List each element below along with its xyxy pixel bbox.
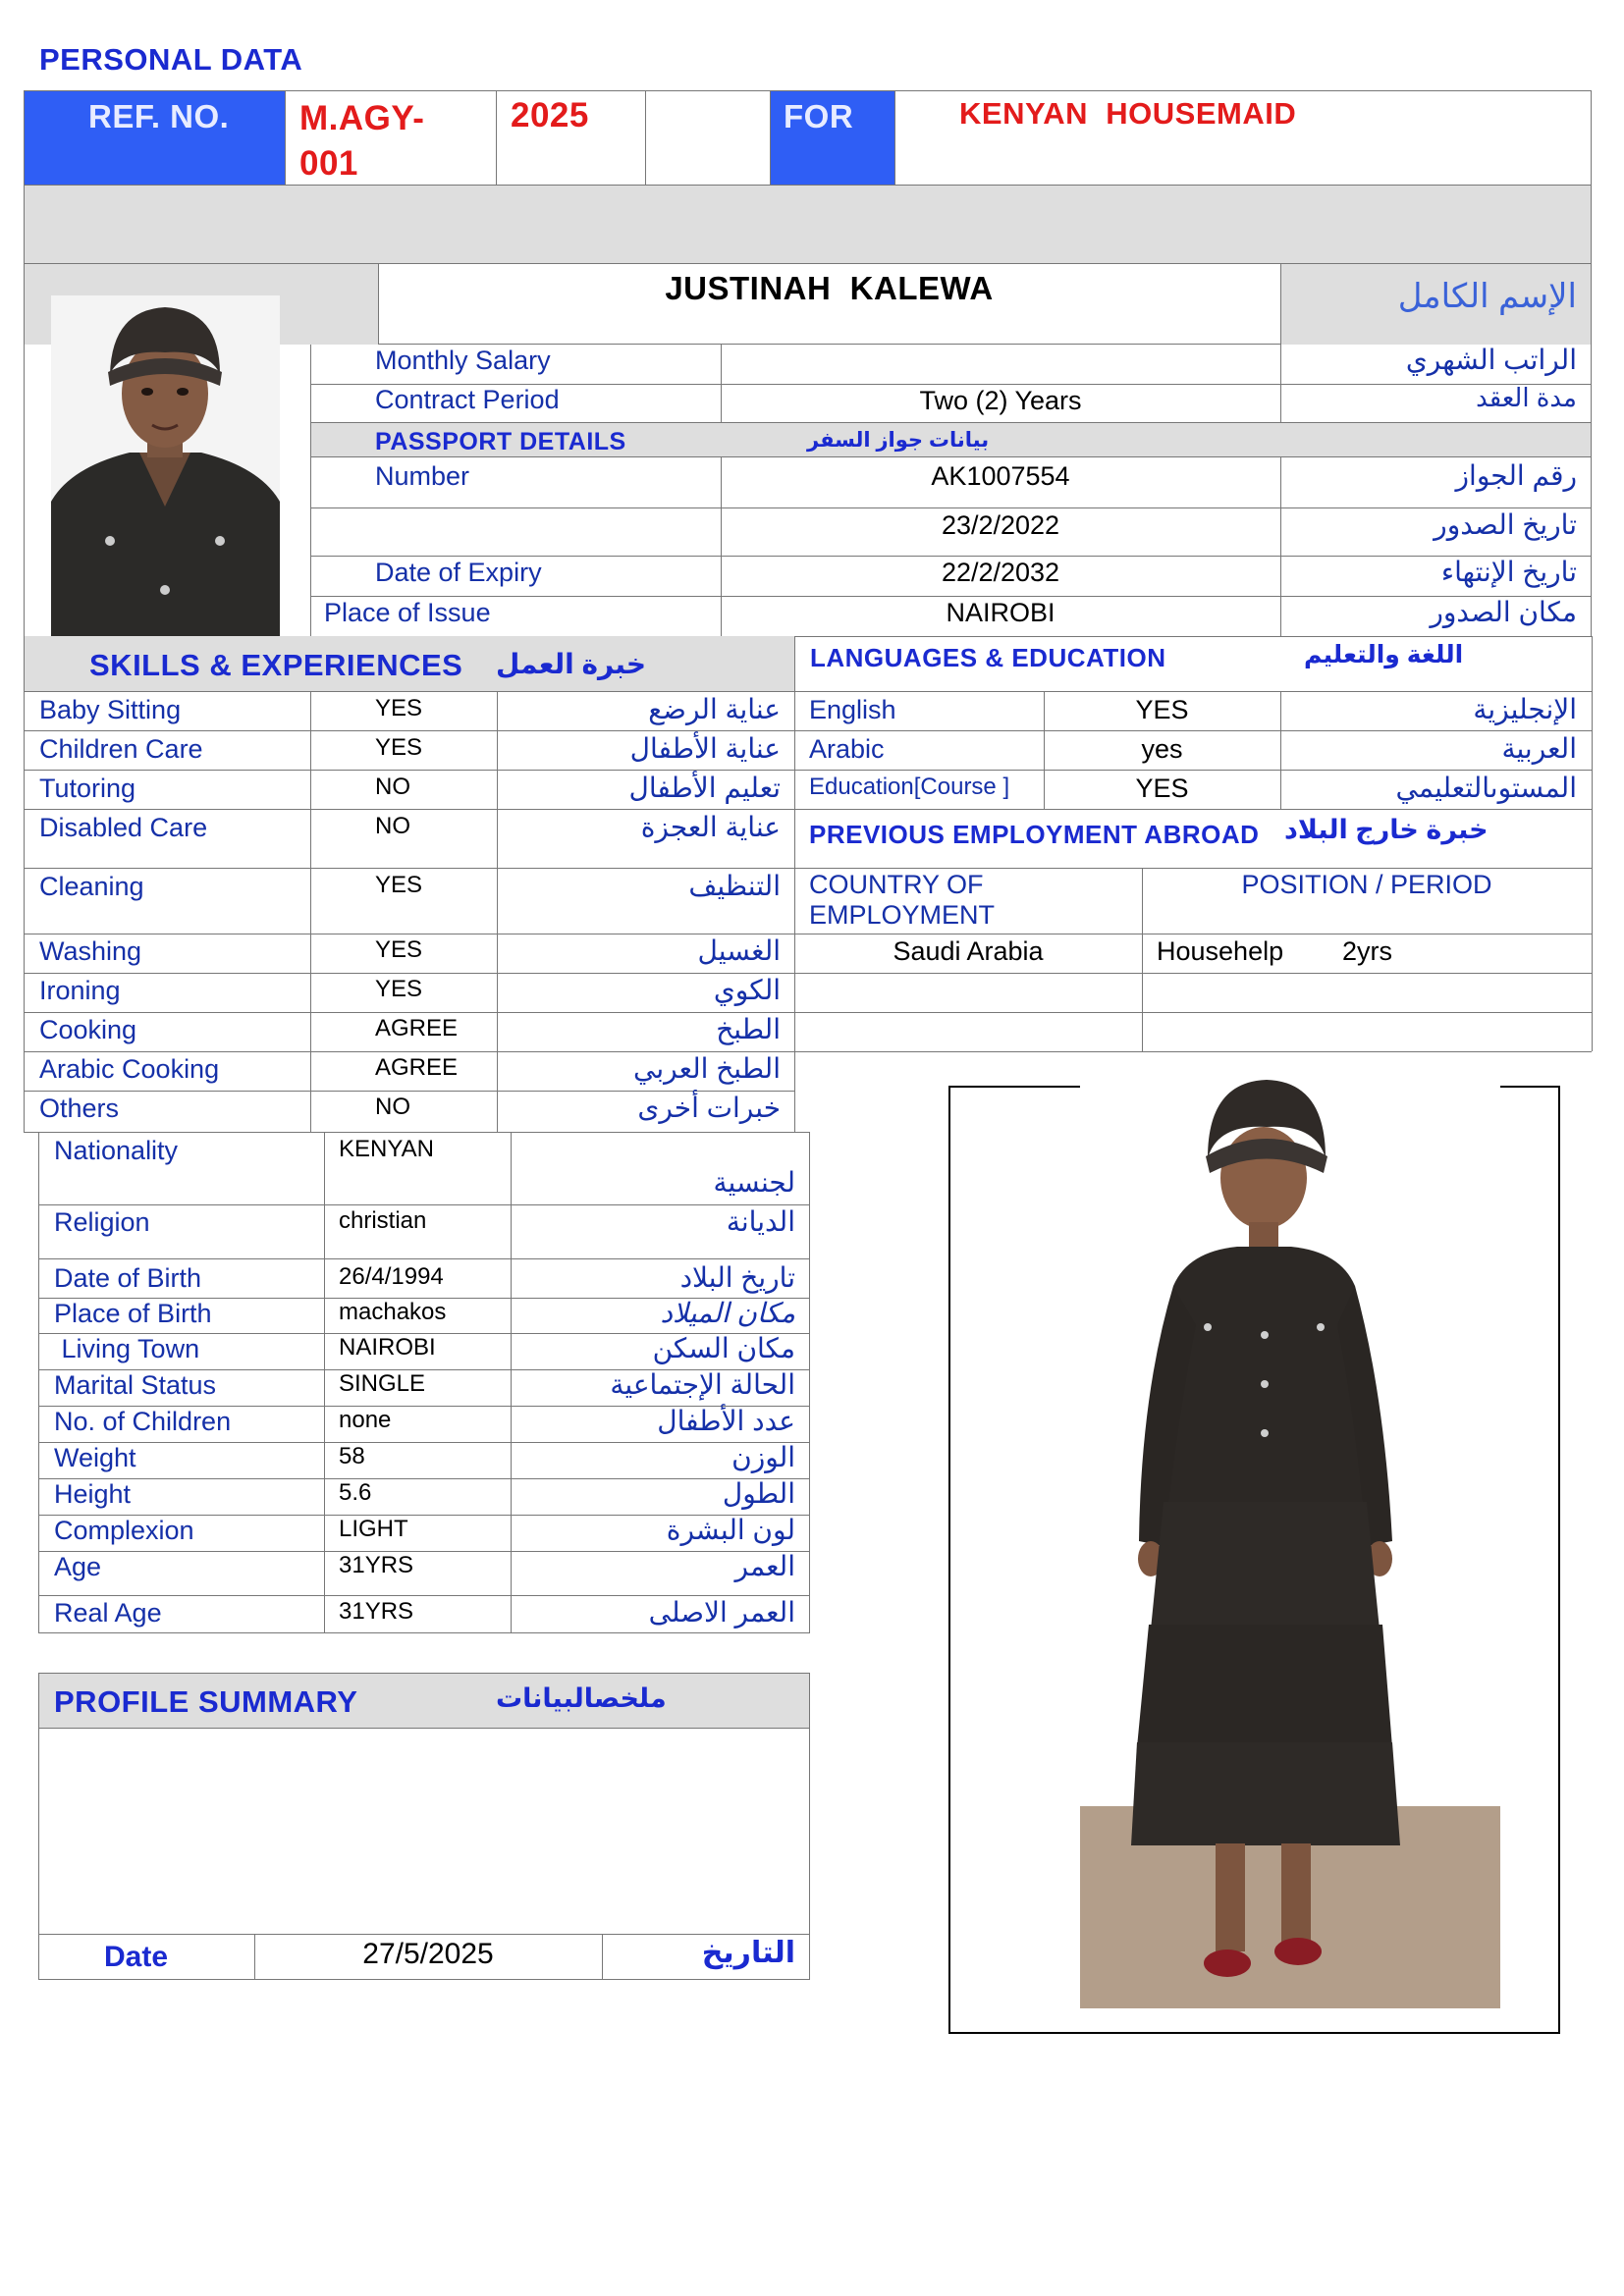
passport-expiry-label: Date of Expiry	[375, 558, 542, 587]
date-value: 27/5/2025	[362, 1938, 494, 1970]
skill-value: YES	[375, 976, 423, 1002]
full-body-photo	[1080, 1080, 1500, 2008]
personal-arabic: عدد الأطفال	[657, 1406, 795, 1436]
monthly-salary-label: Monthly Salary	[375, 346, 551, 375]
passport-details-header: PASSPORT DETAILS	[375, 428, 626, 455]
skill-label: Cleaning	[39, 872, 144, 901]
employment-period: 2yrs	[1342, 936, 1393, 966]
personal-arabic: لون البشرة	[666, 1515, 795, 1545]
ref-label: REF. NO.	[88, 98, 230, 134]
skill-value: YES	[375, 936, 423, 963]
skill-arabic: عناية العجزة	[640, 812, 781, 842]
skill-value: AGREE	[375, 1054, 459, 1081]
profile-summary-header-arabic: ملخصالبيانات	[496, 1683, 667, 1713]
skill-arabic: الغسيل	[697, 935, 781, 966]
full-name: JUSTINAH KALEWA	[665, 270, 994, 306]
personal-label: Religion	[54, 1207, 150, 1237]
skill-arabic: خبرات أخرى	[637, 1093, 781, 1123]
language-arabic: الإنجليزية	[1473, 694, 1577, 724]
personal-value: 31YRS	[339, 1598, 414, 1625]
passport-place-arabic: مكان الصدور	[1430, 597, 1577, 627]
page-title: PERSONAL DATA	[39, 42, 303, 77]
passport-issue-date-arabic: تاريخ الصدور	[1434, 509, 1577, 540]
date-label: Date	[104, 1941, 169, 1973]
contract-period-arabic: مدة العقد	[1476, 383, 1577, 412]
language-value: yes	[1141, 734, 1183, 764]
full-name-arabic: الإسم الكامل	[1397, 278, 1577, 315]
passport-number-value: AK1007554	[931, 461, 1070, 491]
skills-header: SKILLS & EXPERIENCES	[89, 648, 463, 682]
passport-issue-date-value: 23/2/2022	[941, 510, 1060, 540]
employment-position: Househelp	[1157, 936, 1284, 966]
skill-arabic: الطبخ	[716, 1014, 781, 1044]
passport-place-label: Place of Issue	[324, 598, 491, 627]
personal-value: KENYAN	[339, 1136, 434, 1162]
employment-country: Saudi Arabia	[893, 936, 1044, 966]
ref-year: 2025	[511, 96, 589, 134]
personal-arabic: الطول	[722, 1478, 795, 1509]
personal-label: Real Age	[54, 1598, 162, 1628]
skills-header-arabic: خبرة العمل	[496, 649, 647, 679]
skill-arabic: عناية الرضع	[648, 694, 781, 724]
employment-country-header: COUNTRY OF EMPLOYMENT	[809, 870, 996, 930]
personal-value: LIGHT	[339, 1516, 408, 1542]
language-label: Arabic	[809, 734, 885, 764]
personal-arabic: الوزن	[731, 1442, 795, 1472]
position-title: KENYAN HOUSEMAID	[959, 96, 1297, 131]
personal-label: Complexion	[54, 1516, 194, 1545]
language-value: YES	[1135, 695, 1189, 724]
skill-arabic: التنظيف	[688, 871, 781, 901]
personal-label: Weight	[54, 1443, 136, 1472]
personal-label: Nationality	[54, 1136, 179, 1165]
skill-arabic: تعليم الأطفال	[628, 773, 781, 803]
personal-value: SINGLE	[339, 1370, 426, 1397]
personal-label: Marital Status	[54, 1370, 217, 1400]
profile-summary-header: PROFILE SUMMARY	[54, 1684, 358, 1719]
personal-value: machakos	[339, 1299, 447, 1325]
personal-arabic: العمر	[734, 1551, 795, 1581]
skill-label: Baby Sitting	[39, 695, 182, 724]
employment-header: PREVIOUS EMPLOYMENT ABROAD	[809, 820, 1260, 849]
personal-arabic: مكان السكن	[652, 1333, 795, 1363]
personal-arabic: الحالة الإجتماعية	[610, 1369, 795, 1400]
languages-header-arabic: اللغة والتعليم	[1304, 641, 1464, 668]
gray-separator-band	[24, 186, 1592, 264]
skill-label: Others	[39, 1094, 120, 1123]
personal-value: none	[339, 1407, 392, 1433]
ref-value: M.AGY- 001	[299, 99, 425, 183]
language-value: YES	[1135, 774, 1189, 803]
personal-value: 31YRS	[339, 1552, 414, 1578]
personal-arabic: لجنسية	[713, 1167, 795, 1198]
personal-label: Date of Birth	[54, 1263, 202, 1293]
personal-arabic: العمر الاصلى	[648, 1597, 795, 1628]
skill-label: Arabic Cooking	[39, 1054, 220, 1084]
passport-expiry-value: 22/2/2032	[941, 558, 1060, 587]
languages-header: LANGUAGES & EDUCATION	[810, 643, 1166, 672]
language-arabic: العربية	[1501, 733, 1577, 764]
skill-value: YES	[375, 695, 423, 721]
date-arabic: التاريخ	[701, 1937, 795, 1969]
skill-label: Tutoring	[39, 774, 136, 803]
skill-value: NO	[375, 813, 410, 839]
personal-arabic: الديانة	[726, 1206, 795, 1237]
personal-value: 26/4/1994	[339, 1263, 444, 1290]
personal-value: 58	[339, 1443, 365, 1469]
skill-label: Washing	[39, 936, 142, 966]
passport-number-label: Number	[375, 461, 470, 491]
passport-expiry-arabic: تاريخ الإنتهاء	[1440, 557, 1577, 587]
personal-value: christian	[339, 1207, 427, 1234]
contract-period-value: Two (2) Years	[919, 386, 1082, 415]
skill-value: NO	[375, 774, 410, 800]
personal-arabic: تاريخ البلاد	[679, 1262, 795, 1293]
language-label: English	[809, 695, 896, 724]
skill-value: AGREE	[375, 1015, 459, 1041]
personal-label: Height	[54, 1479, 132, 1509]
skill-arabic: الكوي	[713, 975, 781, 1005]
skill-label: Children Care	[39, 734, 203, 764]
skill-arabic: الطبخ العربي	[633, 1053, 781, 1084]
skill-value: YES	[375, 734, 423, 761]
skill-arabic: عناية الأطفال	[629, 733, 781, 764]
skill-label: Cooking	[39, 1015, 137, 1044]
profile-summary-body	[54, 1742, 790, 1929]
skill-value: NO	[375, 1094, 410, 1120]
employment-position-header: POSITION / PERIOD	[1241, 870, 1492, 899]
passport-number-arabic: رقم الجواز	[1455, 460, 1577, 491]
personal-label: Living Town	[54, 1334, 200, 1363]
contract-period-label: Contract Period	[375, 385, 560, 414]
language-arabic: المستوىالتعليمي	[1395, 773, 1577, 803]
skill-label: Disabled Care	[39, 813, 208, 842]
skill-label: Ironing	[39, 976, 121, 1005]
passport-details-arabic: بيانات جواز السفر	[807, 429, 990, 452]
personal-arabic: مكان الميلاد	[660, 1298, 795, 1328]
language-label: Education[Course ]	[809, 774, 1010, 800]
personal-label: No. of Children	[54, 1407, 232, 1436]
for-label: FOR	[784, 98, 854, 134]
personal-label: Age	[54, 1552, 102, 1581]
personal-value: NAIROBI	[339, 1334, 436, 1361]
personal-value: 5.6	[339, 1479, 372, 1506]
passport-place-value: NAIROBI	[946, 598, 1056, 627]
personal-label: Place of Birth	[54, 1299, 212, 1328]
monthly-salary-arabic: الراتب الشهري	[1405, 345, 1577, 375]
employment-header-arabic: خبرة خارج البلاد	[1284, 815, 1489, 844]
skill-value: YES	[375, 872, 423, 898]
